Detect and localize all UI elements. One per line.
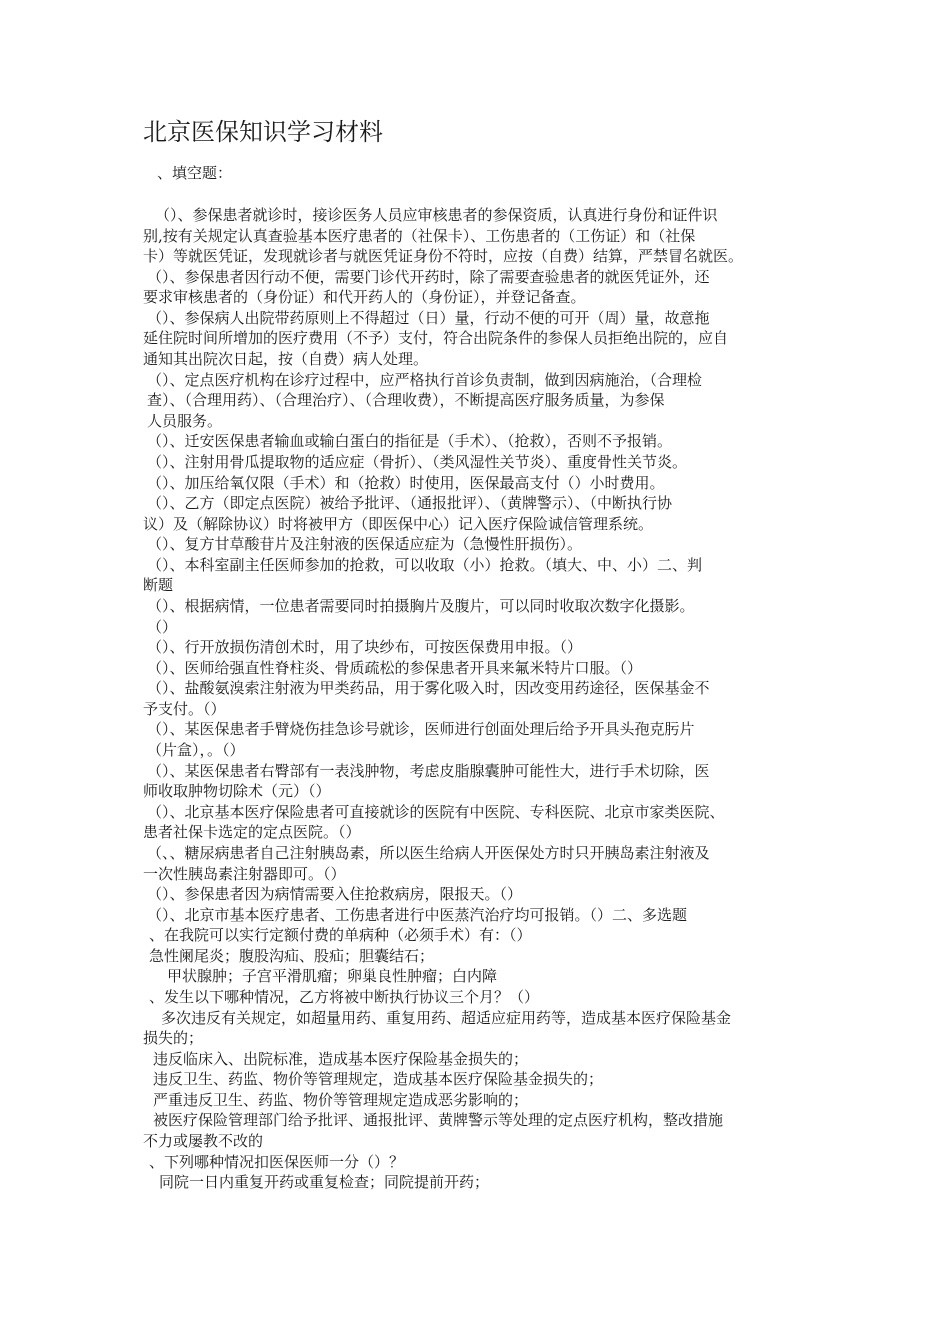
text-line: 、发生以下哪种情况，乙方将被中断执行协议三个月？（） bbox=[149, 987, 540, 1006]
text-line: 同院一日内重复开药或重复检查；同院提前开药； bbox=[159, 1173, 490, 1192]
text-line: 予支付。（） bbox=[143, 699, 226, 718]
text-line: （）、迁安医保患者输血或输白蛋白的指征是（手术）、（抢救），否则不予报销。 bbox=[147, 432, 673, 451]
text-line: 损失的； bbox=[143, 1029, 204, 1048]
text-line: （）、北京基本医疗保险患者可直接就诊的医院有中医院、专科医院、北京市家类医院、 bbox=[147, 802, 725, 821]
text-line: （）、加压给氧仅限（手术）和（抢救）时使用，医保最高支付（）小时费用。 bbox=[147, 473, 665, 492]
text-line: （片盒），。（） bbox=[147, 741, 245, 760]
text-line: 多次违反有关规定，如超量用药、重复用药、超适应症用药等，造成基本医疗保险基金 bbox=[161, 1008, 732, 1027]
text-line: 延住院时间所增加的医疗费用（不予）支付，符合出院条件的参保人员拒绝出院的，应自 bbox=[143, 329, 729, 348]
text-line: 查）、（合理用药）、（合理治疗）、（合理收费），不断提高医疗服务质量，为参保 bbox=[147, 391, 665, 410]
text-line: （）、盐酸氨溴索注射液为甲类药品，用于雾化吸入时，因改变用药途径，医保基金不 bbox=[147, 679, 710, 698]
text-line: 、下列哪种情况扣医保医师一分（）？ bbox=[149, 1152, 405, 1171]
document-title: 北京医保知识学习材料 bbox=[143, 118, 383, 146]
text-line: 人员服务。 bbox=[147, 411, 223, 430]
text-line: 不力或屡教不改的 bbox=[143, 1132, 264, 1151]
text-line: 通知其出院次日起，按（自费）病人处理。 bbox=[143, 350, 429, 369]
text-line: （）、参保患者因为病情需要入住抢救病房，限报天。（） bbox=[147, 885, 523, 904]
text-line: 、在我院可以实行定额付费的单病种（必须手术）有：（） bbox=[149, 926, 532, 945]
text-line: 违反临床入、出院标准，造成基本医疗保险基金损失的； bbox=[153, 1049, 529, 1068]
text-line: （）、复方甘草酸苷片及注射液的医保适应症为（急慢性肝损伤）。 bbox=[147, 535, 583, 554]
text-line: 要求审核患者的（身份证）和代开药人的（身份证），并登记备查。 bbox=[143, 288, 586, 307]
text-line: 严重违反卫生、药监、物价等管理规定造成恶劣影响的； bbox=[153, 1090, 529, 1109]
text-line: （）、乙方（即定点医院）被给予批评、（通报批评）、（黄牌警示）、（中断执行协 bbox=[147, 494, 673, 513]
text-line: 断题 bbox=[143, 576, 174, 595]
text-line: （）、某医保患者右臀部有一表浅肿物，考虑皮脂腺囊肿可能性大，进行手术切除，医 bbox=[147, 761, 710, 780]
text-line: 急性阑尾炎；腹股沟疝、股疝；胆囊结石； bbox=[149, 946, 435, 965]
text-line: （）、北京市基本医疗患者、工伤患者进行中医蒸汽治疗均可报销。（）二、多选题 bbox=[147, 905, 688, 924]
document-body bbox=[143, 205, 823, 1193]
text-line: 违反卫生、药监、物价等管理规定，造成基本医疗保险基金损失的； bbox=[153, 1070, 604, 1089]
text-line: （）、本科室副主任医师参加的抢救，可以收取（小）抢救。（填大、中、小）二、判 bbox=[147, 555, 703, 574]
text-line: （）、参保病人出院带药原则上不得超过（日）量，行动不便的可开（周）量，故意拖 bbox=[147, 308, 710, 327]
text-line: （）、医师给强直性脊柱炎、骨质疏松的参保患者开具来氟米特片口服。（） bbox=[147, 658, 643, 677]
section-heading-fill-in: 、填空题： bbox=[157, 164, 233, 182]
text-line: （）、注射用骨瓜提取物的适应症（骨折）、（类风湿性关节炎）、重度骨性关节炎。 bbox=[147, 452, 688, 471]
text-line: （、、糖尿病患者自己注射胰岛素，所以医生给病人开医保处方时只开胰岛素注射液及 bbox=[147, 843, 710, 862]
text-line: 卡）等就医凭证，发现就诊者与就医凭证身份不符时，应按（自费）结算，严禁冒名就医。 bbox=[143, 247, 744, 266]
text-line: （）、根据病情，一位患者需要同时拍摄胸片及腹片，可以同时收取次数字化摄影。 bbox=[147, 596, 695, 615]
text-line: 师收取肿物切除术（元）（） bbox=[143, 782, 331, 801]
text-line: （）、定点医疗机构在诊疗过程中，应严格执行首诊负责制，做到因病施治，（合理检 bbox=[147, 370, 703, 389]
text-line: （） bbox=[147, 617, 178, 636]
text-line: 患者社保卡选定的定点医院。（） bbox=[143, 823, 361, 842]
text-line: 一次性胰岛素注射器即可。（） bbox=[143, 864, 346, 883]
text-line: （）、参保患者就诊时，接诊医务人员应审核患者的参保资质，认真进行身份和证件识 bbox=[155, 206, 718, 224]
text-line: 别,按有关规定认真查验基本医疗患者的（社保卡）、工伤患者的（工伤证）和（社保 bbox=[143, 226, 696, 245]
text-line: 甲状腺肿；子宫平滑肌瘤；卵巢良性肿瘤；白内障 bbox=[167, 967, 498, 986]
text-line: 被医疗保险管理部门给予批评、通报批评、黄牌警示等处理的定点医疗机构，整改措施 bbox=[153, 1111, 724, 1130]
text-line: 议）及（解除协议）时将被甲方（即医保中心）记入医疗保险诚信管理系统。 bbox=[143, 514, 654, 533]
text-line: （）、某医保患者手臂烧伤挂急诊号就诊，医师进行创面处理后给予开具头孢克肟片 bbox=[147, 720, 695, 739]
text-line: （）、行开放损伤清创术时，用了块纱布，可按医保费用申报。（） bbox=[147, 638, 583, 657]
text-line: （）、参保患者因行动不便，需要门诊代开药时，除了需要查验患者的就医凭证外，还 bbox=[147, 267, 710, 286]
